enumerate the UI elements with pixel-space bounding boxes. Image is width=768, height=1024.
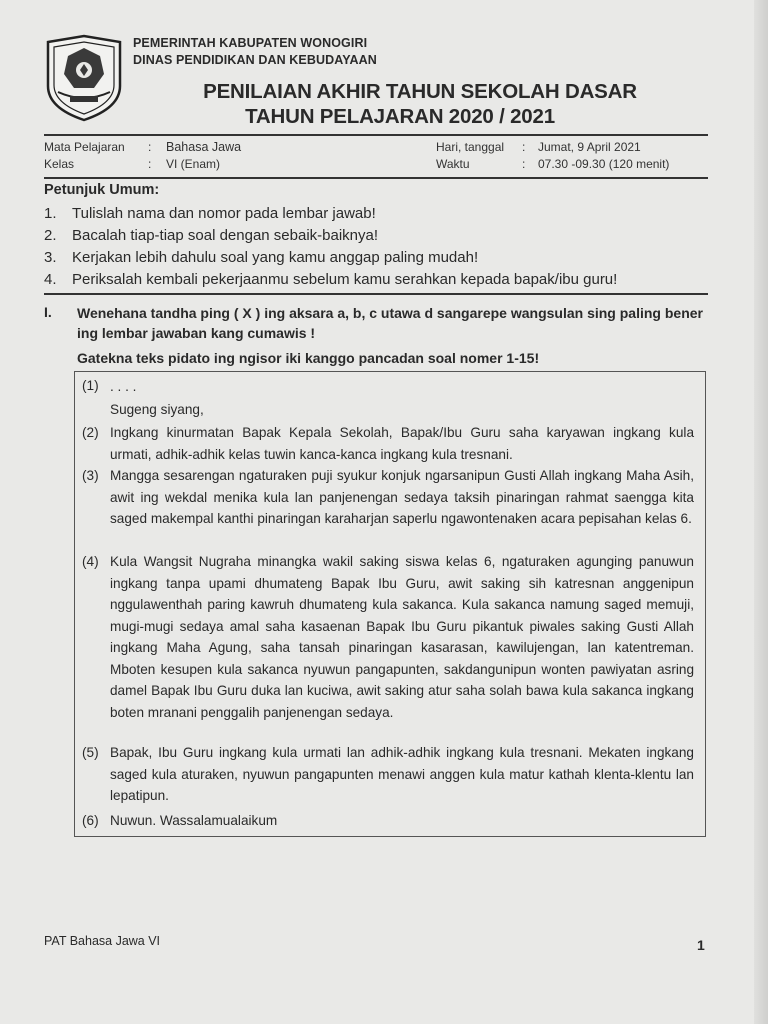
subject-value: Bahasa Jawa bbox=[166, 140, 242, 154]
time-value: 07.30 -09.30 (120 menit) bbox=[538, 157, 670, 171]
institution-header bbox=[133, 35, 377, 69]
time-label: Waktu bbox=[436, 157, 470, 171]
instruction-item: 2. Bacalah tiap-tiap soal dengan sebaik-baiknya! bbox=[44, 227, 379, 244]
paper-edge bbox=[754, 0, 768, 1024]
school-year-title: TAHUN PELAJARAN 2020 / 2021 bbox=[245, 105, 555, 128]
class-separator: : bbox=[148, 157, 152, 171]
header-divider bbox=[44, 134, 708, 136]
instructions-title: Petunjuk Umum: bbox=[44, 182, 160, 198]
class-label: Kelas bbox=[44, 157, 75, 171]
date-label: Hari, tanggal bbox=[436, 140, 505, 154]
institution-line-2: DINAS PENDIDIKAN DAN KEBUDAYAAN bbox=[133, 53, 377, 67]
speech-paragraph-1: (1) . . . . Sugeng siyang, bbox=[82, 378, 204, 417]
class-value: VI (Enam) bbox=[166, 157, 221, 171]
section-instruction: Wenehana tandha ping ( X ) ing aksara a, b, c utawa d sangarepe wangsulan sing paling bener ing lembar jawaban kang cumawis ! bbox=[77, 305, 703, 341]
date-value: Jumat, 9 April 2021 bbox=[538, 140, 641, 154]
footer-subject: PAT Bahasa Jawa VI bbox=[44, 934, 161, 948]
speech-paragraph-4: (4) Kula Wangsit Nugraha minangka wakil saking siswa kelas 6, ngaturaken agunging panuwun ingkang tanpa upami dhumateng Bapak Ibu Guru, awit saking sih katresnan anggenipun nggulawenthah paring kawruh dhumateng kula sakanca. Kula sakanca namung saged memuji, mugi-mugi sedaya amal saha kasaenan Bapak Ibu Guru pikantuk piwales saking Gusti Allah ingkang Maha Agung, saha tansah pinaringan kasarasan, kawilujengan, lan katentreman. Mboten kesupen kula sakanca nyuwun pangapunten, sakdangunipun wonten pawiyatan asring damel Bapak Ibu Guru duka lan kuciwa, awit saking atur saha solah bawa kula sakanca ingkang boten mranani penggalih panjenengan sedaya. bbox=[82, 554, 694, 720]
instruction-item: 3. Kerjakan lebih dahulu soal yang kamu anggap paling mudah! bbox=[44, 249, 479, 266]
exam-title: PENILAIAN AKHIR TAHUN SEKOLAH DASAR bbox=[203, 80, 637, 103]
speech-paragraph-3: (3) Mangga sesarengan ngaturaken puji syukur konjuk ngarsanipun Gusti Allah ingkang Maha Asih, awit ing wekdal menika kula lan panjenengan sedaya taksih pinaringan rahmat saengga kita saged makempal kanthi pinaringan karaharjan saperlu ngawontenaken acara pepisahan kelas 6. bbox=[82, 468, 694, 526]
subject-separator: : bbox=[148, 140, 152, 154]
section-number: I. bbox=[44, 304, 52, 320]
institution-line-1: PEMERINTAH KABUPATEN WONOGIRI bbox=[133, 36, 368, 50]
info-divider bbox=[44, 177, 708, 179]
wonogiri-emblem-icon bbox=[44, 34, 124, 122]
subject-label: Mata Pelajaran bbox=[44, 140, 125, 154]
speech-paragraph-5: (5) Bapak, Ibu Guru ingkang kula urmati lan adhik-adhik ingkang kula tresnani. Mekaten ingkang saged kula aturaken, nyuwun pangapunten menawi anggen kula matur kathah klenta-klentu lan lepatipun. bbox=[82, 745, 694, 803]
instruction-item: 4. Periksalah kembali pekerjaanmu sebelum kamu serahkan kepada bapak/ibu guru! bbox=[44, 271, 618, 288]
instructions-divider bbox=[44, 293, 708, 295]
reading-prompt: Gatekna teks pidato ing ngisor iki kanggo pancadan soal nomer 1-15! bbox=[77, 350, 540, 366]
page-number: 1 bbox=[697, 937, 705, 953]
speech-paragraph-6: (6) Nuwun. Wassalamualaikum bbox=[82, 813, 278, 828]
date-separator: : bbox=[522, 140, 526, 154]
speech-paragraph-2: (2) Ingkang kinurmatan Bapak Kepala Sekolah, Bapak/Ibu Guru saha karyawan ingkang kula urmati, adhik-adhik kelas tuwin kanca-kanca ingkang kula tresnani. bbox=[82, 425, 694, 462]
instruction-item: 1. Tulislah nama dan nomor pada lembar jawab! bbox=[44, 205, 376, 222]
instructions-list bbox=[44, 203, 617, 291]
time-separator: : bbox=[522, 157, 526, 171]
